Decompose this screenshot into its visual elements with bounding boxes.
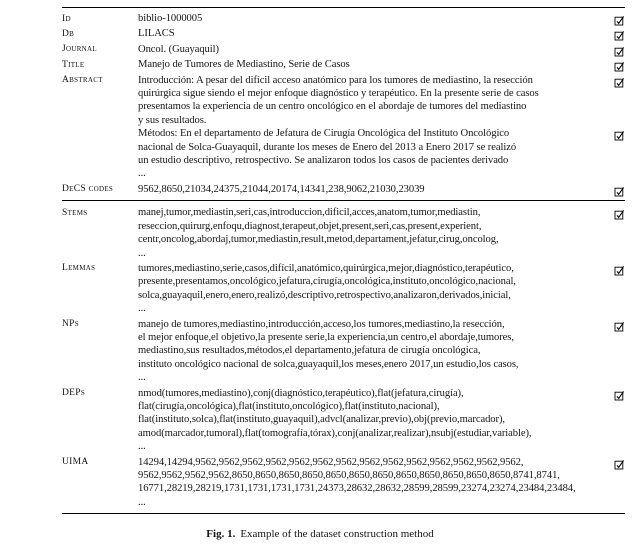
field-label: Lemmas bbox=[62, 263, 96, 274]
text-line: 16771,28219,28219,1731,1731,1731,1731,24373,28632,28632,28599,28599,23274,23274,23484,23484, bbox=[138, 483, 576, 495]
figure-caption-label: Fig. 1. bbox=[206, 528, 236, 540]
field-label: DEPs bbox=[62, 388, 86, 399]
field-row bbox=[62, 455, 625, 511]
field-row bbox=[62, 205, 625, 261]
checkmark-icon bbox=[614, 388, 625, 399]
text-line: manejo de tumores,mediastino,introducción,acceso,los tumores,mediastino,la resección, bbox=[138, 318, 505, 330]
field-paragraph bbox=[138, 456, 625, 496]
text-line: flat(instituto,solca),flat(instituto,guayaquil),advcl(analizar,previo),obj(previo,marcador), bbox=[138, 414, 505, 426]
field-row bbox=[62, 26, 625, 41]
field-paragraph bbox=[138, 387, 625, 441]
text-line: 9562,9562,9562,9562,8650,8650,8650,8650,8650,8650,8650,8650,8650,8650,8650,8650,8741,8741, bbox=[138, 470, 560, 481]
field-paragraph bbox=[138, 302, 625, 315]
text-line: biblio-1000005 bbox=[138, 13, 203, 24]
text-line: ... bbox=[138, 496, 146, 508]
checkmark-icon bbox=[614, 457, 625, 468]
field-content bbox=[138, 456, 625, 510]
text-line: reseccion,quirurg,enfoqu,diagnost,terapeut,objet,present,seri,cas,present,experient, bbox=[138, 220, 482, 232]
field-label: UIMA bbox=[62, 457, 89, 468]
text-line: Métodos: En el departamento de Jefatura de Cirugía Oncológica del Instituto Oncológico bbox=[138, 128, 510, 140]
field-content bbox=[138, 27, 625, 40]
text-line: tumores,mediastino,serie,casos,difícil,anatómico,quirúrgica,mejor,diagnóstico,terapéutico, bbox=[138, 262, 514, 274]
checkmark-icon bbox=[614, 59, 625, 70]
field-content bbox=[138, 58, 625, 71]
field-row bbox=[62, 261, 625, 317]
field-paragraph bbox=[138, 58, 625, 71]
text-line: un estudio descriptivo, retrospectivo. Se analizaron todos los casos de pacientes derivado bbox=[138, 155, 509, 167]
text-line: amod(marcador,tumoral),flat(tomografía,tórax),conj(analizar,realizar),nsubj(estudiar,variable), bbox=[138, 427, 532, 439]
field-content bbox=[138, 262, 625, 316]
field-paragraph bbox=[138, 74, 625, 128]
text-line: ... bbox=[138, 303, 146, 315]
field-paragraph bbox=[138, 183, 625, 196]
text-line: 14294,14294,9562,9562,9562,9562,9562,9562,9562,9562,9562,9562,9562,9562,9562,9562, bbox=[138, 456, 524, 468]
field-label: Db bbox=[62, 28, 75, 39]
field-row bbox=[62, 73, 625, 182]
field-row bbox=[62, 11, 625, 26]
field-row bbox=[62, 386, 625, 455]
field-label: Abstract bbox=[62, 75, 103, 86]
field-paragraph bbox=[138, 262, 625, 302]
field-paragraph bbox=[138, 43, 625, 56]
text-line: el mejor enfoque,el objetivo,la presente serie,la experiencia,un centro,el abordaje,tumores, bbox=[138, 331, 514, 343]
field-paragraph bbox=[138, 496, 625, 509]
field-paragraph bbox=[138, 127, 625, 167]
checkmark-icon bbox=[614, 319, 625, 330]
text-line: nacional de Solca-Guayaquil, durante los meses de Enero del 2013 a Enero 2017 se realizó bbox=[138, 141, 517, 153]
field-paragraph bbox=[138, 12, 625, 25]
text-line: ... bbox=[138, 372, 146, 384]
checkmark-icon bbox=[614, 75, 625, 86]
text-line: quirúrgica sigue siendo el mejor enfoque diagnóstico y terapéutico. En la presente serie de casos bbox=[138, 88, 539, 100]
field-content bbox=[138, 74, 625, 181]
text-line: ... bbox=[138, 168, 146, 180]
horizontal-rule bbox=[62, 513, 625, 514]
field-content bbox=[138, 12, 625, 25]
field-label: Stems bbox=[62, 207, 88, 218]
field-row bbox=[62, 317, 625, 386]
text-line: instituto oncológico nacional de solca,guayaquil,los meses,enero 2017,un estudio,los casos, bbox=[138, 358, 519, 370]
field-content bbox=[138, 206, 625, 260]
text-line: Manejo de Tumores de Mediastino, Serie de Casos bbox=[138, 59, 350, 71]
field-row bbox=[62, 42, 625, 57]
text-line: Introducción: A pesar del difícil acceso anatómico para los tumores de mediastino, la resección bbox=[138, 74, 533, 86]
text-line: ... bbox=[138, 441, 146, 453]
text-line: centr,oncolog,abordaj,tumor,mediastin,result,metod,departament,jefatur,cirug,oncolog, bbox=[138, 234, 499, 246]
field-paragraph bbox=[138, 27, 625, 40]
field-content bbox=[138, 318, 625, 385]
checkmark-icon bbox=[614, 207, 625, 218]
field-row bbox=[62, 182, 625, 197]
field-paragraph bbox=[138, 206, 625, 246]
field-content bbox=[138, 183, 625, 196]
text-line: ... bbox=[138, 247, 146, 259]
text-line: y sus resultados. bbox=[138, 114, 207, 126]
text-line: LILACS bbox=[138, 28, 175, 40]
field-content bbox=[138, 43, 625, 56]
text-line: 9562,8650,21034,24375,21044,20174,14341,238,9062,21030,23039 bbox=[138, 183, 425, 195]
record-table-body bbox=[62, 11, 625, 514]
text-line: presentamos la experiencia de un centro oncológico en el abordaje de tumores del mediastino bbox=[138, 101, 527, 113]
checkmark-icon bbox=[614, 263, 625, 274]
text-line: mediastino,sus resultados,métodos,el departamento,jefatura de cirugía oncológica, bbox=[138, 345, 481, 357]
field-label: NPs bbox=[62, 319, 79, 330]
record-table bbox=[62, 7, 625, 518]
text-line: manej,tumor,mediastin,seri,cas,introduccion,dificil,acces,anatom,tumor,mediastin, bbox=[138, 207, 481, 219]
field-label: DeCS codes bbox=[62, 184, 114, 195]
field-content bbox=[138, 387, 625, 454]
field-paragraph bbox=[138, 247, 625, 260]
checkmark-icon bbox=[614, 44, 625, 55]
checkmark-icon bbox=[614, 13, 625, 24]
field-paragraph bbox=[138, 167, 625, 180]
text-line: nmod(tumores,mediastino),conj(diagnóstico,terapéutico),flat(jefatura,cirugía), bbox=[138, 387, 464, 399]
checkmark-icon bbox=[614, 128, 625, 139]
figure-caption-text: Example of the dataset construction method bbox=[240, 528, 434, 540]
text-line: Oncol. (Guayaquil) bbox=[138, 43, 219, 55]
field-paragraph bbox=[138, 318, 625, 372]
field-paragraph bbox=[138, 371, 625, 384]
field-paragraph bbox=[138, 440, 625, 453]
text-line: flat(cirugía,oncológica),flat(instituto,oncológico),flat(instituto,nacional), bbox=[138, 400, 440, 412]
checkmark-icon bbox=[614, 184, 625, 195]
figure-caption bbox=[0, 527, 640, 542]
field-label: Title bbox=[62, 59, 85, 70]
text-line: presente,presentamos,oncológico,jefatura,cirugía,oncológica,instituto,oncológico,nacional, bbox=[138, 276, 516, 288]
field-label: Id bbox=[62, 13, 71, 24]
horizontal-rule bbox=[62, 200, 625, 201]
field-label: Journal bbox=[62, 44, 97, 55]
checkmark-icon bbox=[614, 28, 625, 39]
field-row bbox=[62, 57, 625, 72]
text-line: solca,guayaquil,enero,enero,realizó,descriptivo,retrospectivo,analizaron,derivados,inicial, bbox=[138, 289, 511, 301]
